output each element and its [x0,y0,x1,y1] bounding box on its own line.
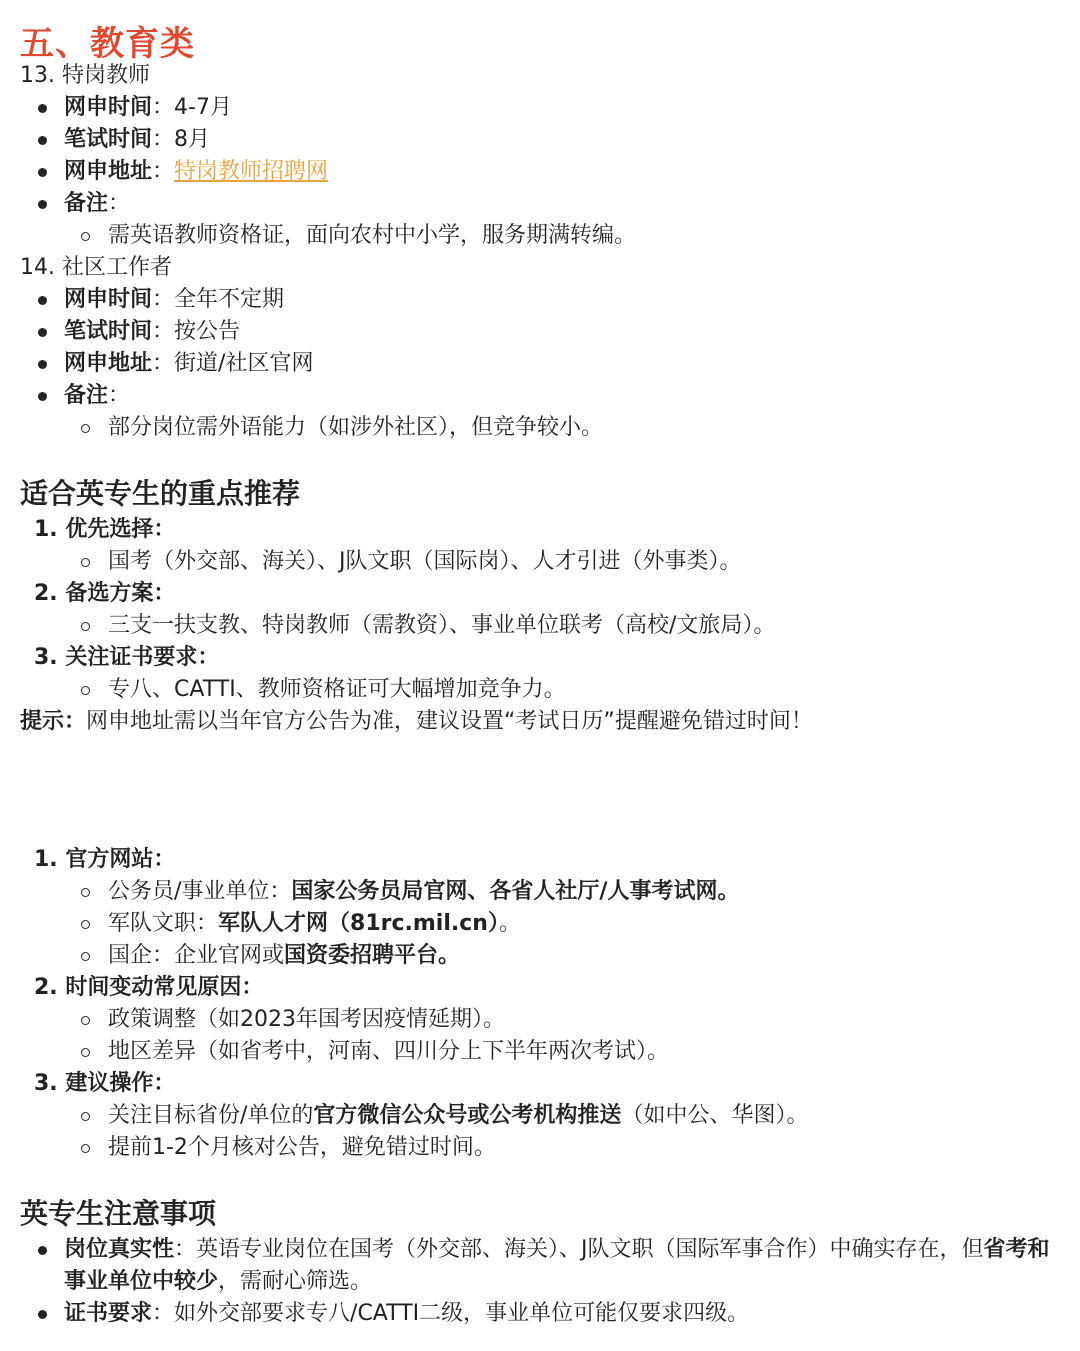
sources-item-label: 2. 时间变动常见原因： [34,975,264,1000]
sources-item-label: 1. 官方网站： [34,847,176,872]
tip: 提示：网申地址需以当年官方公告为准，建议设置“考试日历”提醒避免错过时间！ [20,709,813,734]
sources-sub: 国企：企业官网或国资委招聘平台。 [20,940,1060,972]
sources-sub: 政策调整（如2023年国考因疫情延期）。 [20,1004,1060,1036]
apply-site: 网申地址：街道/社区官网 [20,348,1060,380]
recommend-item-text: 国考（外交部、海关）、J队文职（国际岗）、人才引进（外事类）。 [20,546,1060,578]
sources-item [20,844,1060,972]
recommend-item-text: 三支一扶支教、特岗教师（需教资）、事业单位联考（高校/文旅局）。 [20,610,1060,642]
section-title: 五、教育类 [20,24,195,64]
recommend-item [20,642,1060,706]
recommend-item-label: 3. 关注证书要求： [34,645,220,670]
exam-time-label: 笔试时间 [64,319,153,344]
tip-label: 提示 [20,709,65,734]
sources-item-label: 3. 建议操作： [34,1071,176,1096]
item-heading: 13. 特岗教师 [20,63,150,88]
exam-time-label: 笔试时间 [64,127,153,152]
item-14 [20,252,1060,444]
recommend-item-label: 2. 备选方案： [34,581,176,606]
apply-time-label: 网申时间 [64,287,153,312]
note-text: 部分岗位需外语能力（如涉外社区），但竞争较小。 [20,412,1060,444]
sources-item [20,972,1060,1068]
apply-time: 网申时间：4-7月 [20,92,1060,124]
exam-time-value: 按公告 [174,319,241,344]
sources-sub: 提前1-2个月核对公告，避免错过时间。 [20,1132,1060,1164]
note-label: 备注 [64,383,109,408]
apply-site-value: 街道/社区官网 [174,351,314,376]
apply-site: 网申地址：特岗教师招聘网 [20,156,1060,188]
recommend-list [20,514,1060,706]
recommend-item-label: 1. 优先选择： [34,517,176,542]
note-text: 需英语教师资格证，面向农村中小学，服务期满转编。 [20,220,1060,252]
tip-text: 网申地址需以当年官方公告为准，建议设置“考试日历”提醒避免错过时间！ [86,709,813,734]
sources-sub: 军队文职：军队人才网（81rc.mil.cn）。 [20,908,1060,940]
note-label: 备注 [64,191,109,216]
sources-sub: 关注目标省份/单位的官方微信公众号或公考机构推送（如中公、华图）。 [20,1100,1060,1132]
apply-time: 网申时间：全年不定期 [20,284,1060,316]
note: 备注： 部分岗位需外语能力（如涉外社区），但竞争较小。 [20,380,1060,444]
sources-item [20,1068,1060,1164]
item-heading: 14. 社区工作者 [20,255,172,280]
recommend-title: 适合英专生的重点推荐 [20,477,301,510]
notes-title: 英专生注意事项 [20,1197,217,1230]
sources-sub: 地区差异（如省考中，河南、四川分上下半年两次考试）。 [20,1036,1060,1068]
apply-site-link[interactable]: 特岗教师招聘网 [174,159,329,184]
recommend-item-text: 专八、CATTI、教师资格证可大幅增加竞争力。 [20,674,1060,706]
exam-time: 笔试时间：按公告 [20,316,1060,348]
exam-time: 笔试时间：8月 [20,124,1060,156]
sources-list [20,844,1060,1164]
apply-time-label: 网申时间 [64,95,153,120]
document [20,22,1060,1330]
apply-site-label: 网申地址 [64,351,153,376]
exam-time-value: 8月 [174,127,211,152]
apply-time-value: 全年不定期 [174,287,285,312]
recommend-item [20,514,1060,578]
apply-time-value: 4-7月 [174,95,232,120]
notes-list [20,1234,1060,1330]
notes-item: 岗位真实性：英语专业岗位在国考（外交部、海关）、J队文职（国际军事合作）中确实存在，但省考和事业单位中较少，需耐心筛选。 [20,1234,1060,1298]
note: 备注： 需英语教师资格证，面向农村中小学，服务期满转编。 [20,188,1060,252]
notes-item: 证书要求：如外交部要求专八/CATTI二级，事业单位可能仅要求四级。 [20,1298,1060,1330]
apply-site-label: 网申地址 [64,159,153,184]
sources-sub: 公务员/事业单位：国家公务员局官网、各省人社厅/人事考试网。 [20,876,1060,908]
item-13 [20,60,1060,252]
recommend-item [20,578,1060,642]
